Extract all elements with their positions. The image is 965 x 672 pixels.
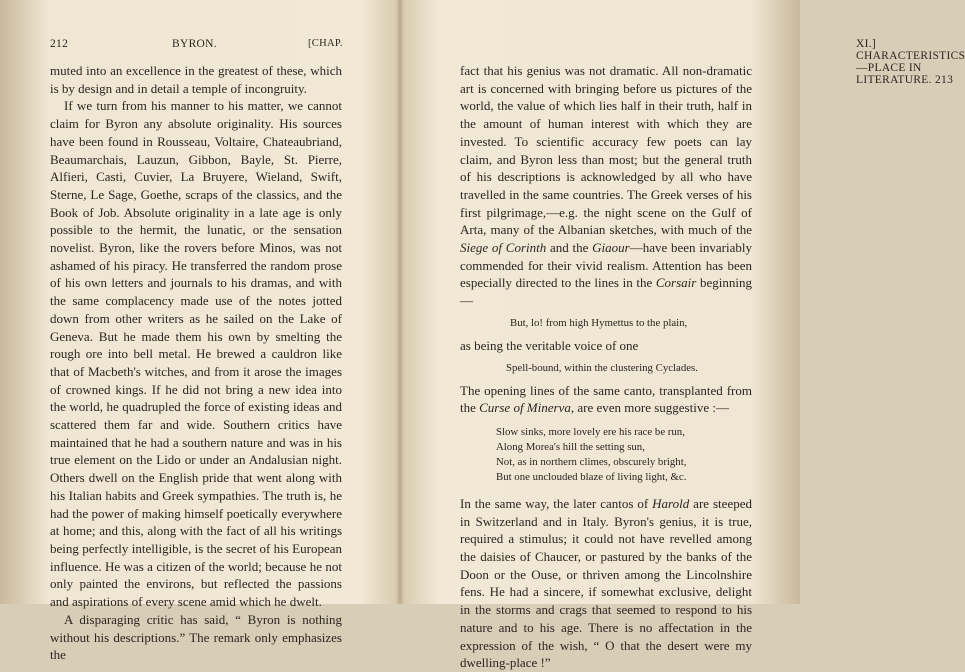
page-number: 213 [935,74,954,86]
verse-line: But one unclouded blaze of living light, &c. [496,470,687,483]
right-page [400,0,965,671]
paragraph: If we turn from his manner to his matter, we cannot claim for Byron any absolute originality. His sources have been found in Rousseau, Voltaire, Chateaubriand, Beaumarchais, Lauzun, Gibbon, Bayle, St. Pierre, Alfieri, Casti, Cuvier, La Bruyere, Wieland, Swift, Sterne, Le Sage, Goethe, scraps of the classics, and the Book of Job. Absolute originality in a late age is only possible to the hermit, the lunatic, or the sensation novelist. Byron, like the rovers before Minos, was not ashamed of his piracy. He transferred the random prose of his own letters and journals to his dramas, and with the same complacency made use of the notes jotted down from other writers as he sailed on the Lake of Geneva. But he made them his own by smelting the rough ore into bell metal. He brewed a cauldron like that of Macbeth's witches, and from it arose the images of crowned kings. If he did not bring a new idea into the world, he quadrupled the force of existing ideas and scattered them far and wide. Southern critics have maintained that he had a southern nature and was in his true element on the Lido or under an Andalusian night. Others dwell on the English pride that went along with his Italian habits and Greek sympathies. The truth is, he had the power of making himself poetically everywhere at home; and this, along with the fact of all his writings being perfectly intelligible, is the secret of his European influence. He was a citizen of the world; because he not only painted the environs, but reflected the passions and aspirations of every scene amid which he dwelt. [50,98,342,610]
verse-line: Not, as in northern climes, obscurely bright, [496,455,687,468]
text-run: are steeped in Switzerland and in Italy. Byron's genius, it is true, required a stimulus; it could not have revelled among the daisies of Chaucer, or pastured by the banks of the Doon or the Ouse, or thriven among the Lincolnshire fens. He had a sincere, if somewhat exclusive, delight in the storms and crags that seemed to respond to his nature and to his age. There is no affectation in the expression of the wish, “ O that the desert were my dwelling-place !” [460,495,752,671]
verse-quote [460,425,752,485]
right-page-body [460,62,752,672]
running-head-right [856,38,965,86]
italic-title: Giaour [592,240,630,256]
italic-title: Harold [652,495,690,511]
italic-title: Curse of Minerva [479,400,571,416]
paragraph: as being the veritable voice of one [460,337,639,353]
verse-line: Along Morea's hill the setting sun, [496,440,645,453]
text-run: , are even more suggestive :— [570,400,729,416]
chapter-marker: [CHAP. [308,38,343,49]
verse-line: Slow sinks, more lovely ere his race be run, [496,425,685,438]
paragraph [460,382,752,417]
paragraph: muted into an excellence in the greatest of these, which is by design and in detail a temple of incongruity. [50,63,342,96]
chapter-marker: XI.] [856,38,877,50]
page-number: 212 [50,38,69,50]
block-quote: But, lo! from high Hymettus to the plain, [510,316,688,329]
text-run: fact that his genius was not dramatic. All non-dramatic art is concerned with bringing before us pictures of the world, the value of which lies half in their truth, half in the amount of human interest with which they are invested. To scientific accuracy few poets can lay claim, and Byron less than most; but the general truth of his descriptions is acknowledged by all who have travelled in the same countries. The Greek verses of his first pilgrimage,—e.g. the night scene on the Gulf of Arta, many of the Albanian sketches, with much of the [460,63,752,238]
paragraph: A disparaging critic has said, “ Byron is nothing without his descriptions.” The remark only emphasizes the [50,611,342,663]
text-run: The opening lines of the same canto, transplanted from the [460,382,752,416]
running-title: BYRON. [172,38,217,50]
left-page-body [50,62,342,664]
paragraph [460,62,752,310]
text-run: In the same way, the later cantos of [460,495,653,511]
paragraph [460,495,752,672]
text-run: and the [546,240,593,256]
italic-title: Corsair [655,275,697,291]
italic-title: Siege of Corinth [460,240,547,256]
running-head-left [50,38,350,52]
text-run: beginning— [460,275,752,309]
left-page [0,0,400,663]
running-title: CHARACTERISTICS—PLACE IN LITERATURE. [856,50,965,86]
block-quote: Spell-bound, within the clustering Cyclades. [506,361,698,374]
text-run: —have been invariably commended for their vivid realism. Attention has been especially directed to the lines in the [460,240,753,291]
